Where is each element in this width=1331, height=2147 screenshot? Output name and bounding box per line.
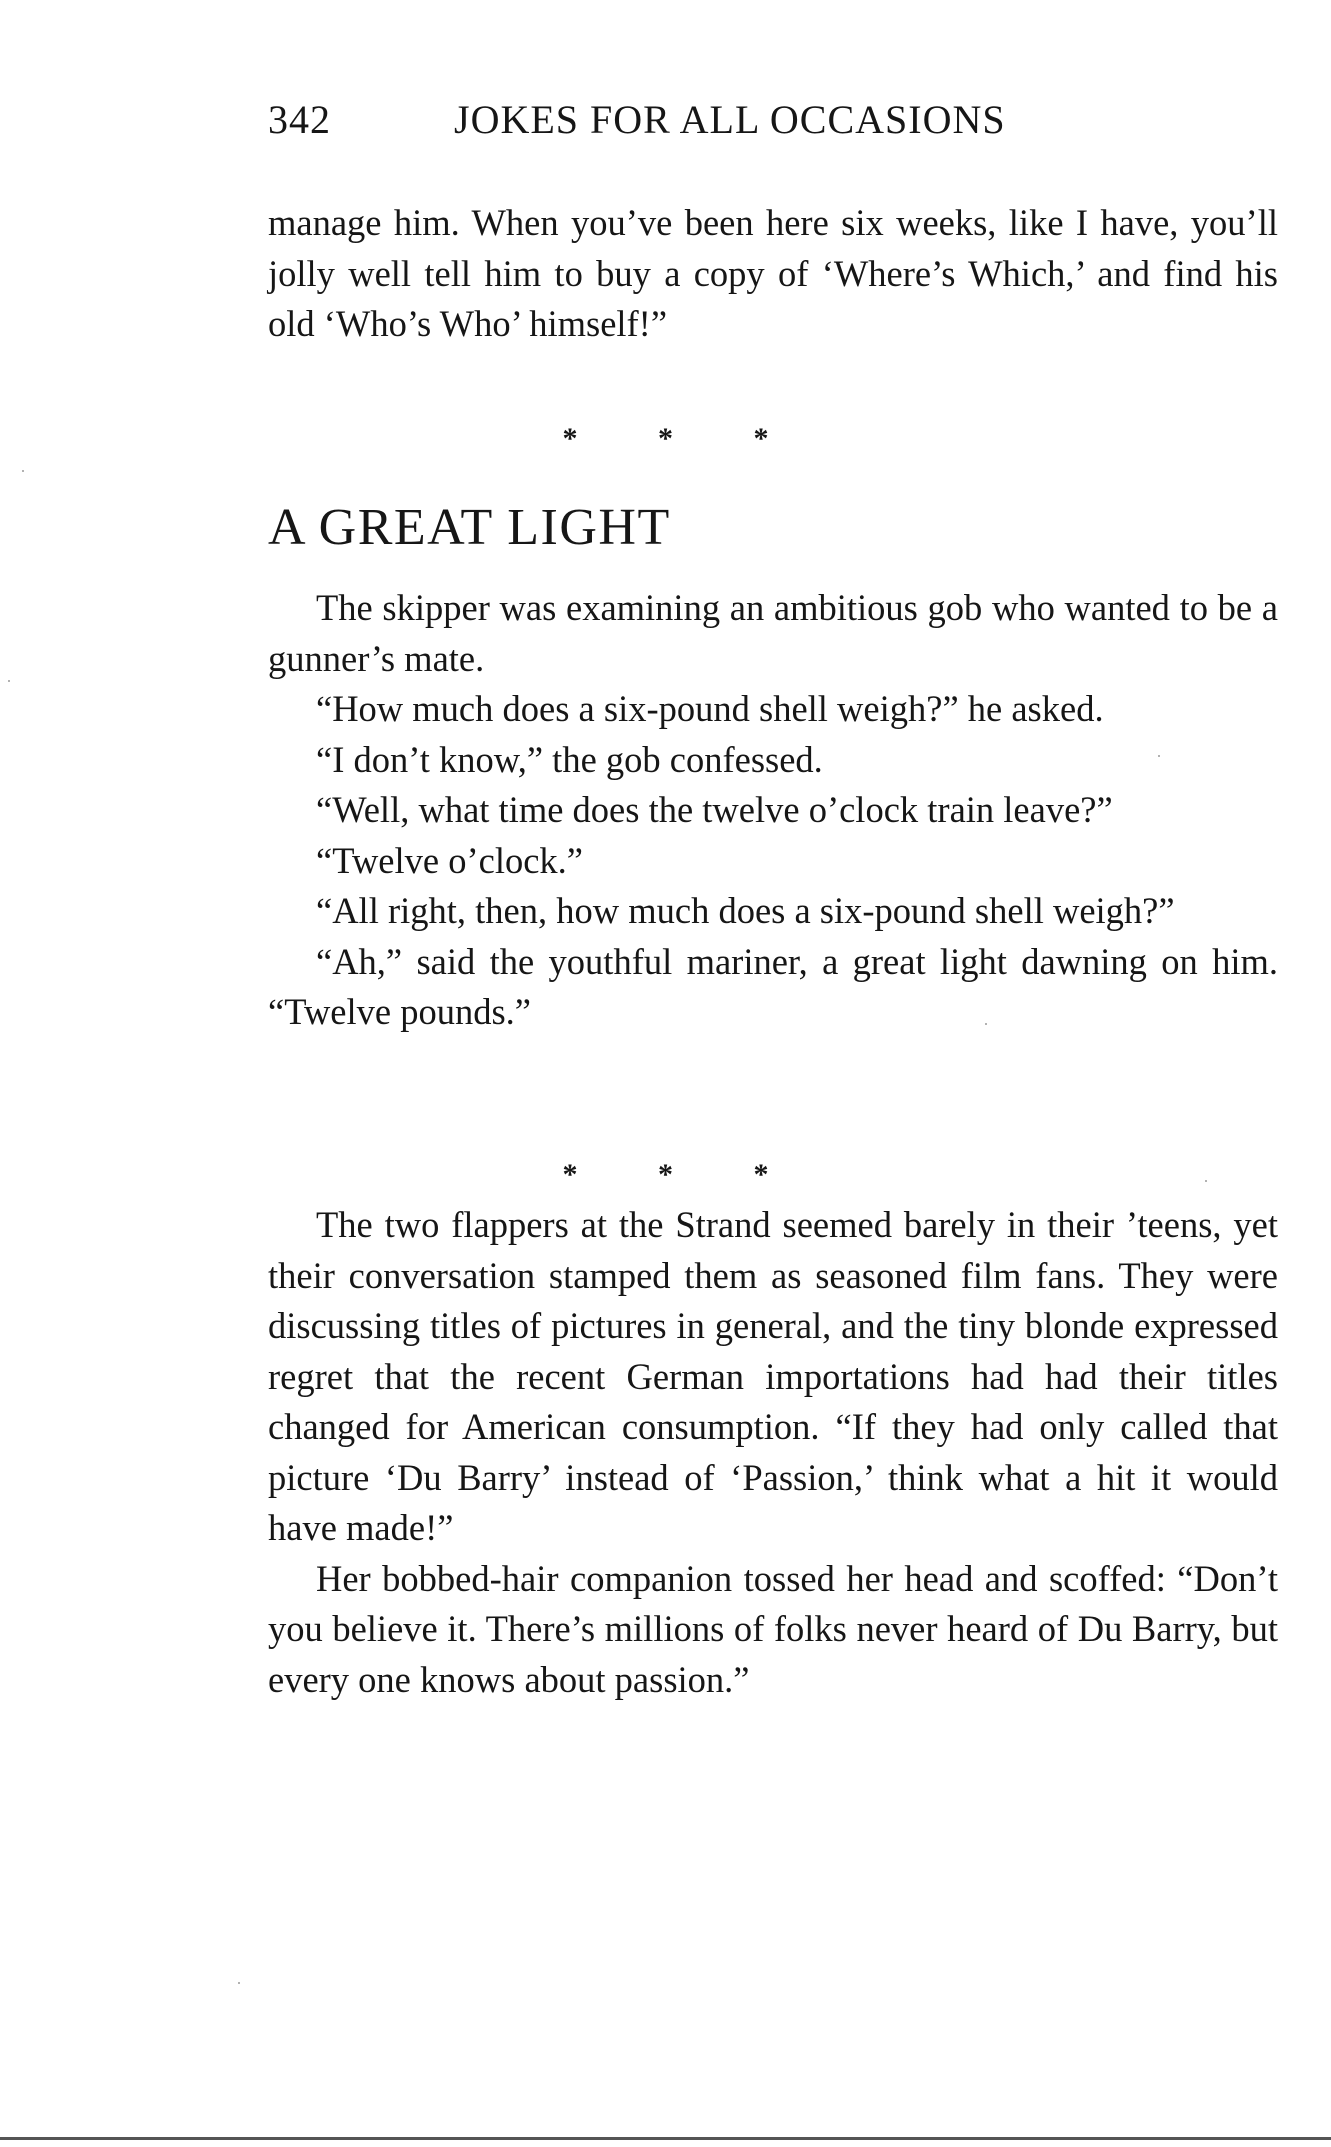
page-bottom-edge	[0, 2137, 1331, 2140]
story-paragraph: The two flappers at the Strand seemed barely in their ’teens, yet their conversation stamped them as seasoned film fans. They were discussing titles of pictures in general, and the tiny blonde expressed regret that the recent German importations had had their titles changed for American consumption. “If they had only called that picture ‘Du Barry’ instead of ‘Passion,’ think what a hit it would have made!”	[268, 1204, 1278, 1548]
separator-star: *	[658, 422, 673, 455]
paper-speck	[238, 1982, 240, 1984]
paper-speck	[8, 680, 10, 682]
story-paragraph: “All right, then, how much does a six-pound shell weigh?”	[316, 890, 1175, 931]
story-paragraph: “Well, what time does the twelve o’clock train leave?”	[316, 789, 1113, 830]
section-separator-1	[0, 424, 1331, 454]
separator-star: *	[562, 1158, 578, 1191]
story-paragraph: Her bobbed-hair companion tossed her head and scoffed: “Don’t you believe it. There’s millions of folks never heard of Du Barry, but every one knows about passion.”	[268, 1557, 1278, 1700]
separator-star: *	[753, 422, 769, 455]
story-paragraph: “Twelve o’clock.”	[316, 839, 583, 881]
story-flappers	[268, 1200, 1278, 1705]
separator-star: *	[658, 1158, 673, 1191]
paper-speck	[1158, 755, 1160, 757]
paper-speck	[1205, 1180, 1207, 1182]
running-title: JOKES FOR ALL OCCASIONS	[454, 97, 1006, 142]
separator-star: *	[562, 422, 578, 455]
paper-speck	[985, 1023, 987, 1025]
section-heading: A GREAT LIGHT	[268, 499, 671, 556]
story-paragraph: The skipper was examining an ambitious gob who wanted to be a gunner’s mate.	[268, 587, 1278, 679]
paper-speck	[22, 470, 24, 472]
story-great-light	[268, 583, 1278, 1038]
page-number: 342	[268, 97, 331, 142]
section-separator-2	[0, 1160, 1331, 1190]
story-paragraph: “Ah,” said the youthful mariner, a great light dawning on him. “Twelve pounds.”	[268, 940, 1278, 1032]
running-head	[268, 96, 1268, 148]
separator-star: *	[753, 1158, 769, 1191]
continuation-block	[268, 198, 1278, 350]
story-paragraph: “I don’t know,” the gob confessed.	[316, 738, 823, 780]
story-paragraph: “How much does a six-pound shell weigh?” he asked.	[316, 688, 1104, 729]
continuation-paragraph: manage him. When you’ve been here six weeks, like I have, you’ll jolly well tell him to buy a copy of ‘Where’s Which,’ and find his old ‘Who’s Who’ himself!”	[268, 202, 1278, 344]
